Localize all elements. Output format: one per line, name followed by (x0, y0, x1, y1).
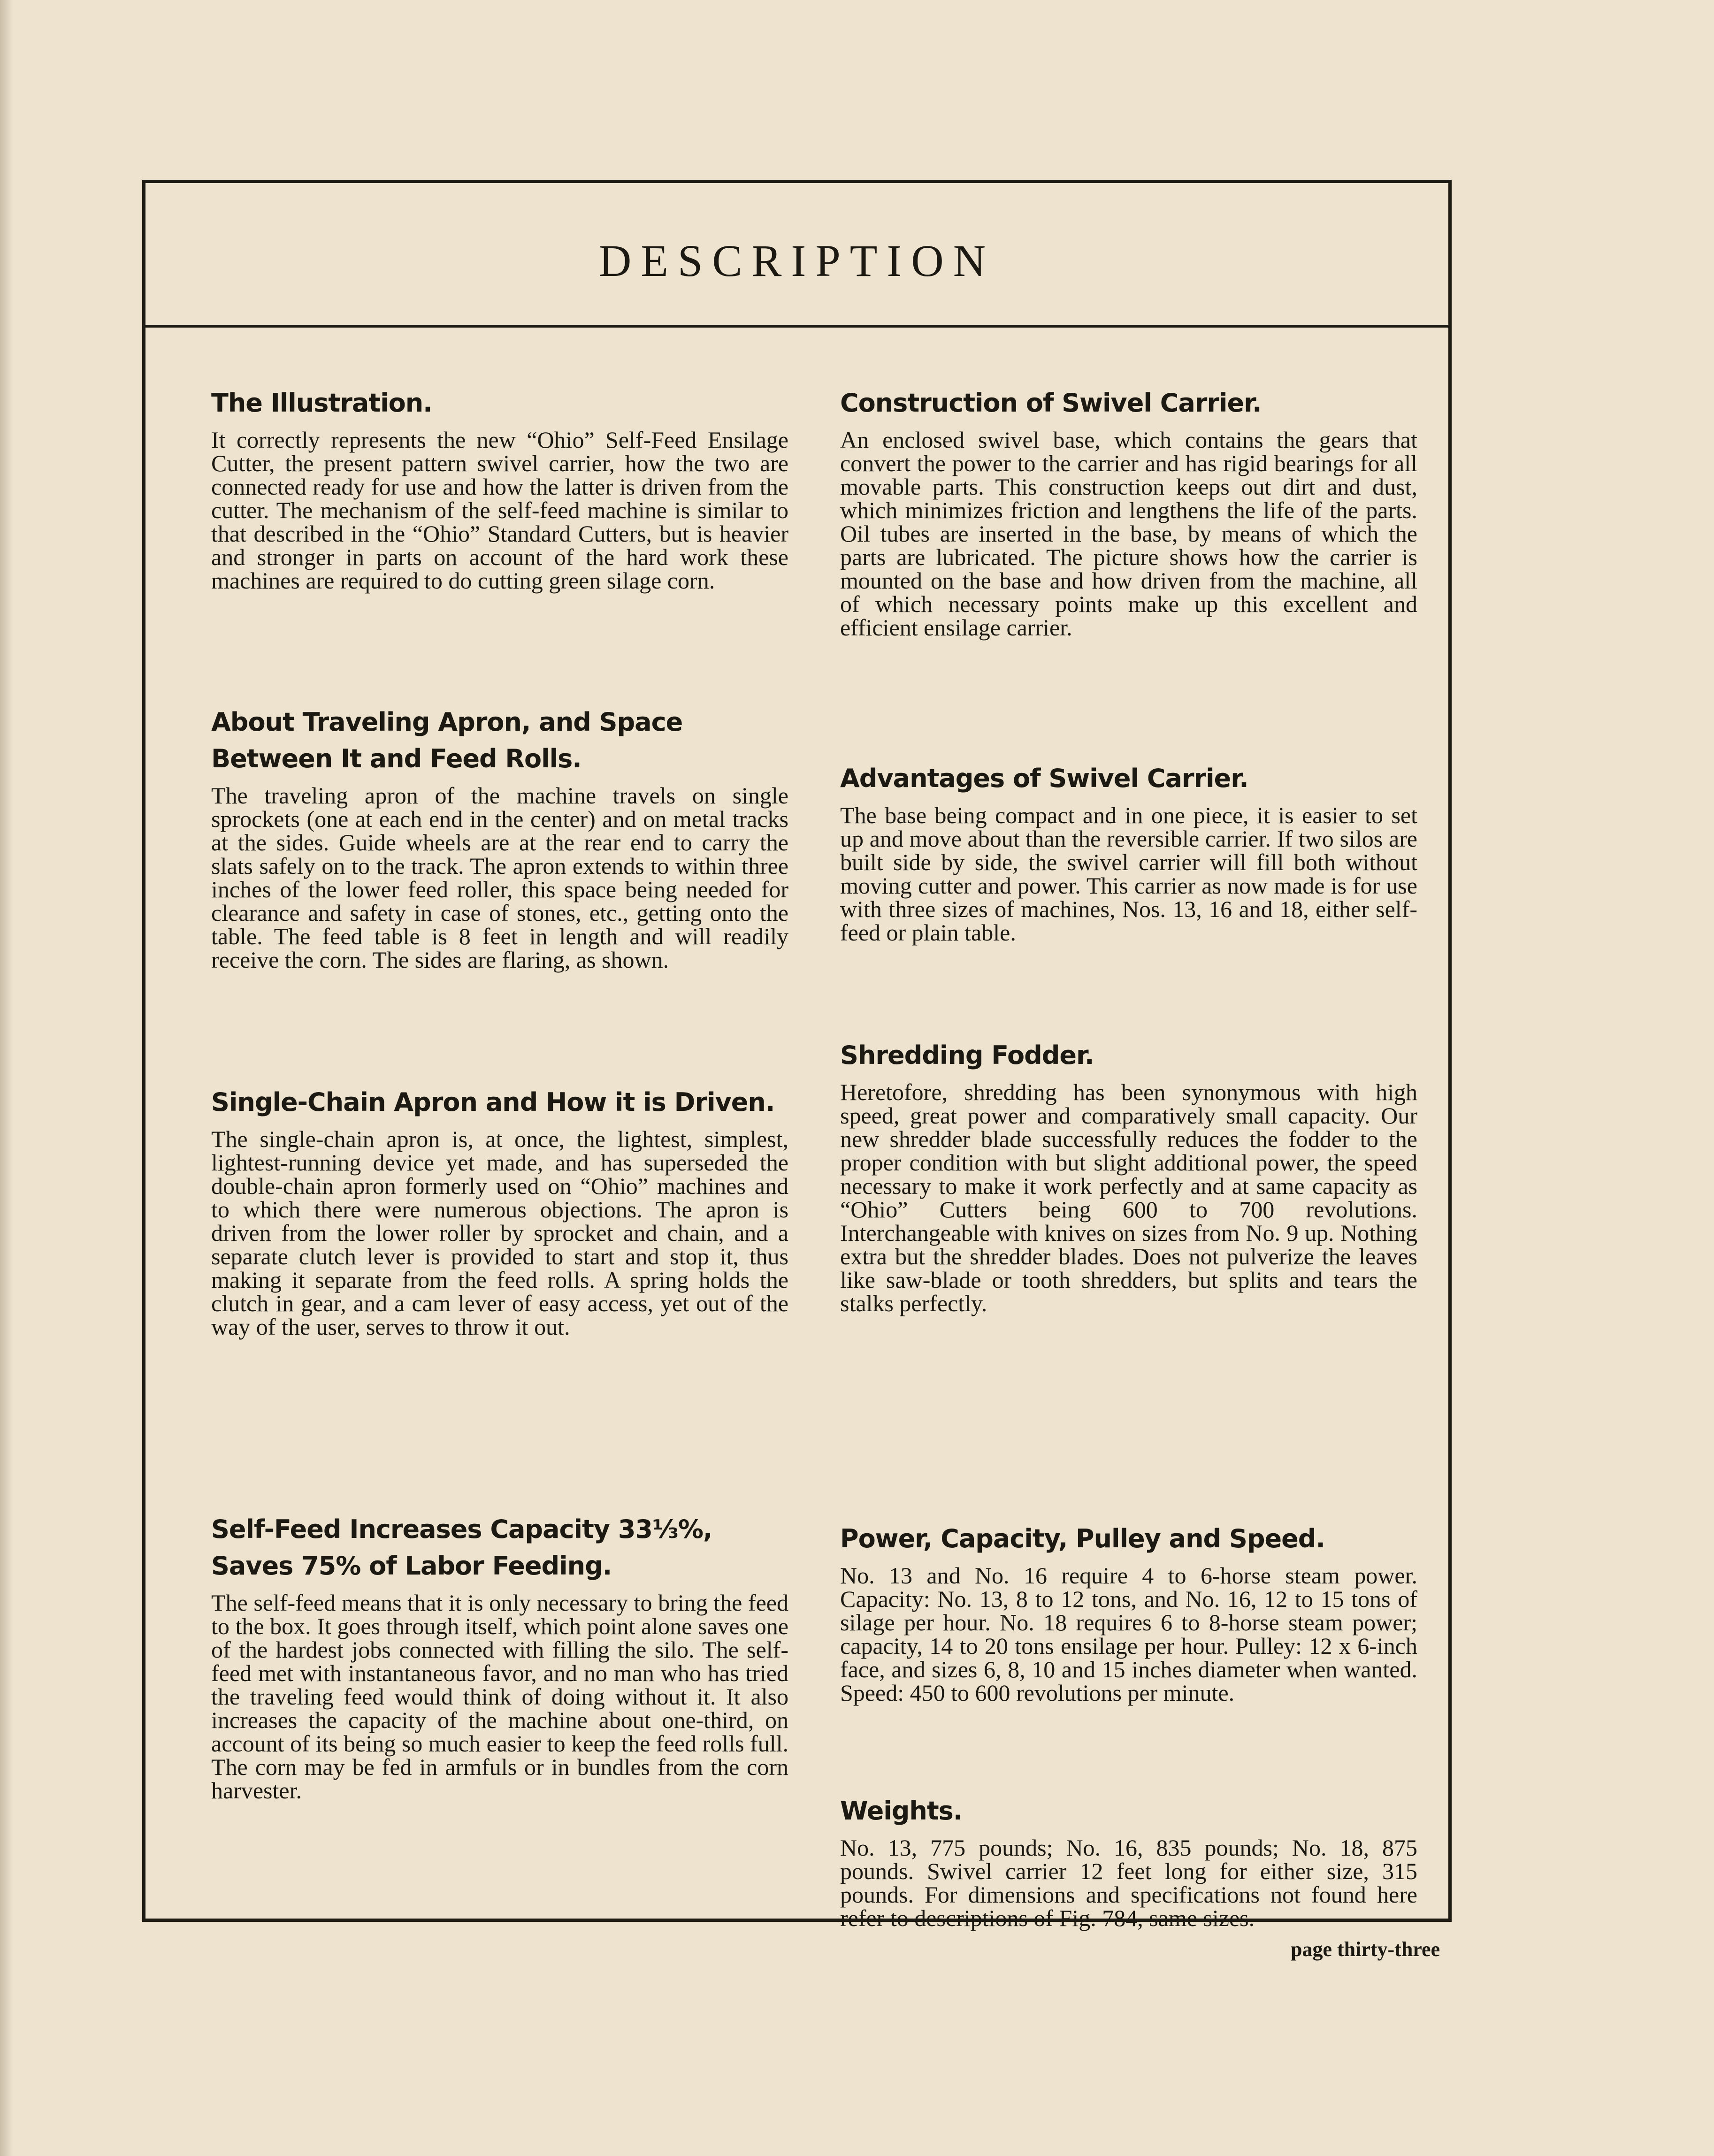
section-traveling-apron (211, 704, 788, 971)
section-body: Heretofore, shredding has been synonymous with high speed, great power and comparatively small capacity. Our new shredder blade successfully reduces the fodder to the proper condition with but slight additional power, the speed necessary to make it work perfectly and at same capacity as “Ohio” Cutters being 600 to 700 revolutions. Interchangeable with knives on sizes from No. 9 up. Nothing extra but the shredder blades. Does not pulverize the leaves like saw-blade or tooth shredders, but splits and tears the stalks perfectly. (840, 1079, 1417, 1316)
section-title: Self-Feed Increases Capacity 33⅓%, Saves 75% of Labor Feeding. (211, 1514, 712, 1581)
section-title: Construction of Swivel Carrier. (840, 388, 1262, 418)
page-heading: DESCRIPTION (598, 236, 995, 286)
page-number: page thirty-three (1291, 1938, 1440, 1961)
section-body: The self-feed means that it is only necessary to bring the feed to the box. It goes through itself, which point alone saves one of the hardest jobs connected with filling the silo. The self-feed met with instantaneous favor, and no man who has tried the traveling feed would think of doing without it. It also increases the capacity of the machine about one-third, on account of its being so much easier to keep the feed rolls full. The corn may be fed in armfuls or in bundles from the corn harvester. (211, 1590, 788, 1804)
section-title: About Traveling Apron, and Space Between It and Feed Rolls. (211, 707, 683, 773)
section-title: Single-Chain Apron and How it is Driven. (211, 1087, 775, 1117)
section-body: It correctly represents the new “Ohio” Self-Feed Ensilage Cutter, the present pattern swivel carrier, how the two are connected ready for use and how the latter is driven from the cutter. The mechanism of the self-feed machine is similar to that described in the “Ohio” Standard Cutters, but is heavier and stronger in parts on account of the hard work these machines are required to do cutting green silage corn. (211, 427, 788, 594)
section-illustration (211, 385, 788, 592)
section-title: Advantages of Swivel Carrier. (840, 764, 1248, 793)
section-swivel-advantages (840, 760, 1417, 944)
section-shredding-fodder (840, 1037, 1417, 1315)
section-power-capacity (840, 1521, 1417, 1705)
header-box (145, 183, 1448, 328)
section-title: The Illustration. (211, 388, 432, 418)
page-edge-shadow (0, 0, 13, 2156)
section-body: An enclosed swivel base, which contains the gears that convert the power to the carrier and has rigid bearings for all movable parts. This construction keeps out dirt and dust, which minimizes friction and lengthens the life of the parts. Oil tubes are inserted in the base, by means of which the parts are lubricated. The picture shows how the carrier is mounted on the base and how driven from the machine, all of which necessary points make up this excellent and efficient ensilage carrier. (840, 427, 1417, 641)
section-body: The single-chain apron is, at once, the lightest, simplest, lightest-running device yet made, and has superseded the double-chain apron formerly used on “Ohio” machines and to which there were numerous objections. The apron is driven from the lower roller by sprocket and chain, and a separate clutch lever is provided to start and stop it, thus making it separate from the feed rolls. A spring holds the clutch in gear, and a cam lever of easy access, yet out of the way of the user, serves to throw it out. (211, 1126, 788, 1340)
section-title: Shredding Fodder. (840, 1040, 1094, 1070)
section-body: No. 13, 775 pounds; No. 16, 835 pounds; No. 18, 875 pounds. Swivel carrier 12 feet long for either size, 315 pounds. For dimensions and specifications not found here refer to descriptions of Fig. 784, same sizes. (840, 1835, 1417, 1931)
section-swivel-construction (840, 385, 1417, 639)
section-single-chain-apron (211, 1084, 788, 1338)
section-title: Weights. (840, 1796, 963, 1826)
section-body: The base being compact and in one piece, it is easier to set up and move about than the reversible carrier. If two silos are built side by side, the swivel carrier will fill both without moving cutter and power. This carrier as now made is for use with three sizes of machines, Nos. 13, 16 and 18, either self-feed or plain table. (840, 802, 1417, 946)
description-frame (142, 180, 1452, 1931)
section-title: Power, Capacity, Pulley and Speed. (840, 1524, 1325, 1553)
section-body: The traveling apron of the machine travels on single sprockets (one at each end in the center) and on metal tracks at the sides. Guide wheels are at the rear end to carry the slats safely on to the track. The apron extends to within three inches of the lower feed roller, this space being needed for clearance and safety in case of stones, etc., getting onto the table. The feed table is 8 feet in length and will readily receive the corn. The sides are flaring, as shown. (211, 782, 788, 973)
section-body: No. 13 and No. 16 require 4 to 6-horse steam power. Capacity: No. 13, 8 to 12 tons, and No. 16, 12 to 15 tons of silage per hour. No. 18 requires 6 to 8-horse steam power; capacity, 14 to 20 tons ensilage per hour. Pulley: 12 x 6-inch face, and sizes 6, 8, 10 and 15 inches diameter when wanted. Speed: 450 to 600 revolutions per minute. (840, 1562, 1417, 1706)
section-weights (840, 1793, 1417, 1930)
section-self-feed (211, 1511, 788, 1802)
